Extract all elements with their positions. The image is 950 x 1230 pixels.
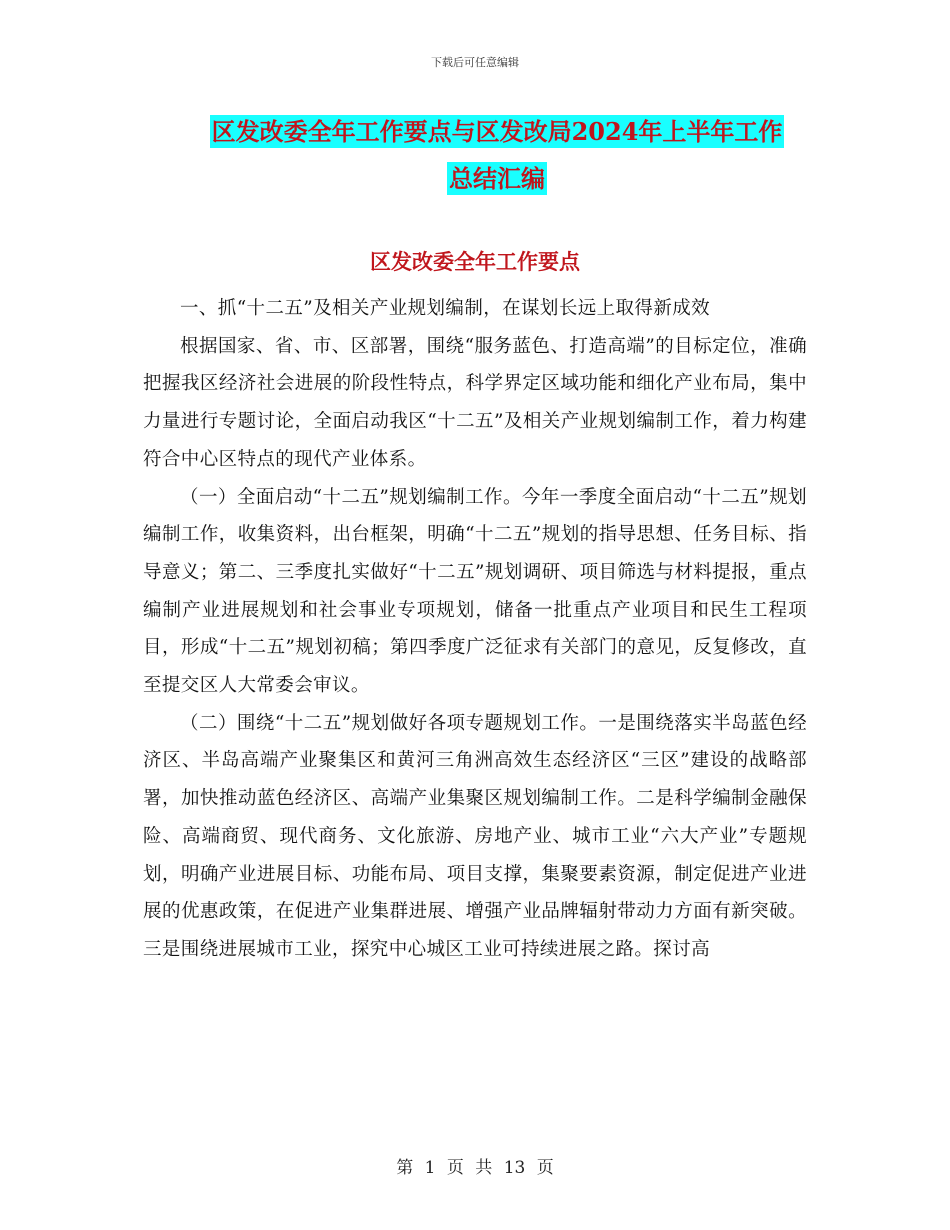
title-line-1: 区发改委全年工作要点与区发改局2024年上半年工作 (211, 117, 783, 146)
paragraph: （二）围绕“十二五”规划做好各项专题规划工作。一是围绕落实半岛蓝色经济区、半岛高端产业聚集区和黄河三角洲高效生态经济区“三区”建设的战略部署，加快推动蓝色经济区、高端产业集聚区规划编制工作。二是科学编制金融保险、高端商贸、现代商务、文化旅游、房地产业、城市工业“六大产业”专题规划，明确产业进展目标、功能布局、项目支撑，集聚要素资源，制定促进产业进展的优惠政策，在促进产业集群进展、增强产业品牌辐射带动力方面有新突破。三是围绕进展城市工业，探究中心城区工业可持续进展之路。探讨高 (143, 712, 807, 960)
page-footer: 第 1 页 共 13 页 (396, 1158, 554, 1178)
paragraph: 根据国家、省、市、区部署，围绕“服务蓝色、打造高端”的目标定位，准确把握我区经济社会进展的阶段性特点，科学界定区域功能和细化产业布局，集中力量进行专题讨论，全面启动我区“十二五”及相关产业规划编制工作，着力构建符合中心区特点的现代产业体系。 (143, 335, 807, 470)
section-title: 区发改委全年工作要点 (370, 249, 580, 274)
body-text (143, 290, 807, 969)
document-title (186, 108, 808, 202)
paragraph: 一、抓“十二五”及相关产业规划编制，在谋划长远上取得新成效 (180, 298, 711, 319)
title-line-2: 总结汇编 (449, 164, 545, 193)
header-note: 下载后可任意编辑 (431, 56, 519, 69)
paragraph: （一）全面启动“十二五”规划编制工作。今年一季度全面启动“十二五”规划编制工作，收集资料，出台框架，明确“十二五”规划的指导思想、任务目标、指导意义；第二、三季度扎实做好“十二五”规划调研、项目筛选与材料提报，重点编制产业进展规划和社会事业专项规划，储备一批重点产业项目和民生工程项目，形成“十二五”规划初稿；第四季度广泛征求有关部门的意见，反复修改，直至提交区人大常委会审议。 (143, 486, 807, 697)
